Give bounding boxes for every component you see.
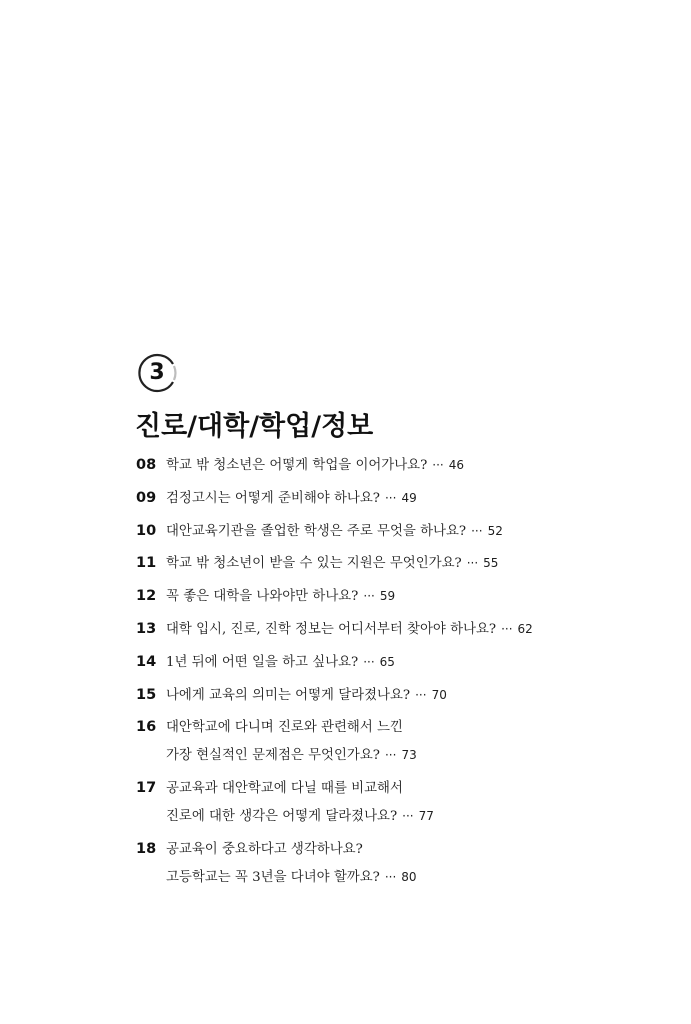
toc-entry-number: 18 xyxy=(136,840,157,857)
toc-entry-line2: 진로에 대한 생각은 어떻게 달라졌나요? xyxy=(166,809,398,825)
toc-entry-number: 09 xyxy=(136,489,157,506)
table-of-contents xyxy=(136,455,656,900)
toc-entry-line1: 대안학교에 다니며 진로와 관련해서 느낀 xyxy=(166,720,403,736)
toc-entry-number: 16 xyxy=(136,719,157,736)
toc-entry-line1: 학교 밖 청소년이 받을 수 있는 지원은 무엇인가요? xyxy=(166,556,462,572)
toc-entry-page: 77 xyxy=(418,809,434,824)
toc-entry-title xyxy=(166,839,417,888)
toc-entry xyxy=(136,652,656,673)
toc-entry-page: 70 xyxy=(431,687,447,702)
toc-leader-ellipsis: ··· xyxy=(384,869,397,884)
toc-entry-title xyxy=(166,685,447,706)
toc-entry-line1: 공교육과 대안학교에 다닐 때를 비교해서 xyxy=(166,781,403,797)
toc-entry-title xyxy=(166,717,417,766)
toc-entry xyxy=(136,839,656,888)
toc-entry-line2: 고등학교는 꼭 3년을 다녀야 할까요? xyxy=(166,869,380,885)
toc-leader-ellipsis: ··· xyxy=(466,556,479,571)
toc-entry xyxy=(136,619,656,640)
toc-entry-title xyxy=(166,586,395,607)
toc-entry xyxy=(136,521,656,542)
toc-entry-number: 13 xyxy=(136,620,157,637)
chapter-title: 진로/대학/학업/정보 xyxy=(135,411,374,442)
toc-entry-line1: 대학 입시, 진로, 진학 정보는 어디서부터 찾아야 하나요? xyxy=(166,621,497,637)
chapter-number: 3 xyxy=(149,360,165,385)
toc-entry-title xyxy=(166,488,417,509)
toc-entry-title xyxy=(166,619,533,640)
toc-entry-page: 52 xyxy=(487,523,503,538)
toc-leader-ellipsis: ··· xyxy=(432,458,444,472)
toc-entry-page: 49 xyxy=(401,490,417,505)
toc-entry xyxy=(136,778,656,827)
toc-entry xyxy=(136,553,656,574)
toc-entry-number: 11 xyxy=(136,555,157,572)
toc-entry-number: 14 xyxy=(136,653,157,670)
toc-entry-title xyxy=(166,455,464,476)
toc-entry-page: 80 xyxy=(401,869,417,884)
toc-entry-line1: 대안교육기관을 졸업한 학생은 주로 무엇을 하나요? xyxy=(166,523,467,539)
toc-entry-page: 65 xyxy=(379,654,395,669)
toc-entry xyxy=(136,717,656,766)
toc-entry-number: 08 xyxy=(136,457,157,473)
toc-entry-number: 12 xyxy=(136,588,157,605)
toc-entry-number: 15 xyxy=(136,686,157,703)
toc-entry xyxy=(136,586,656,607)
toc-entry-number: 10 xyxy=(136,522,157,539)
chapter-badge xyxy=(137,352,179,394)
toc-leader-ellipsis: ··· xyxy=(363,589,375,604)
toc-entry-page: 55 xyxy=(483,556,499,571)
toc-entry-line1: 나에게 교육의 의미는 어떻게 달라졌나요? xyxy=(166,687,411,703)
toc-leader-ellipsis: ··· xyxy=(471,523,483,538)
toc-leader-ellipsis: ··· xyxy=(402,809,414,824)
toc-entry-line1: 꼭 좋은 대학을 나와야만 하나요? xyxy=(166,589,359,605)
toc-leader-ellipsis: ··· xyxy=(363,654,375,669)
toc-leader-ellipsis: ··· xyxy=(501,621,513,636)
toc-entry xyxy=(136,455,656,476)
toc-entry-page: 73 xyxy=(401,748,417,763)
toc-entry-title xyxy=(166,521,503,542)
toc-entry-page: 46 xyxy=(448,458,465,472)
toc-entry-page: 62 xyxy=(517,621,533,636)
toc-entry xyxy=(136,488,656,509)
toc-entry-line1: 검정고시는 어떻게 준비해야 하나요? xyxy=(166,490,380,506)
toc-entry-page: 59 xyxy=(379,589,396,604)
toc-leader-ellipsis: ··· xyxy=(384,748,397,763)
toc-leader-ellipsis: ··· xyxy=(384,490,397,505)
toc-entry-line1: 공교육이 중요하다고 생각하나요? xyxy=(166,841,363,857)
toc-leader-ellipsis: ··· xyxy=(415,687,427,702)
toc-entry-line1: 1년 뒤에 어떤 일을 하고 싶나요? xyxy=(166,654,359,670)
toc-entry-number: 17 xyxy=(136,780,157,797)
toc-entry-title xyxy=(166,553,498,574)
toc-entry xyxy=(136,685,656,706)
toc-entry-title xyxy=(166,652,395,673)
toc-entry-line2: 가장 현실적인 문제점은 무엇인가요? xyxy=(166,748,380,764)
toc-entry-title xyxy=(166,778,434,827)
toc-entry-line1: 학교 밖 청소년은 어떻게 학업을 이어가나요? xyxy=(166,458,428,473)
